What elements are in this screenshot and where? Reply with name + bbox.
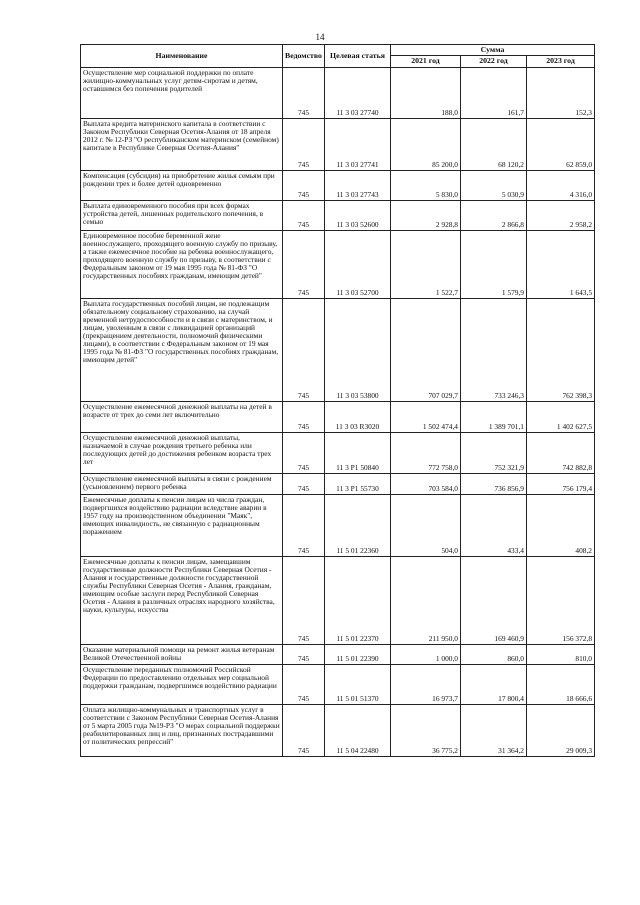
cell-dept: 745: [283, 118, 325, 170]
table-row: [81, 704, 595, 756]
table-row: [81, 200, 595, 230]
cell-2021: 16 973,7: [391, 664, 461, 704]
cell-dept: 745: [283, 67, 325, 118]
cell-2023: 156 372,8: [527, 556, 595, 644]
cell-name: Ежемесячные доплаты к пенсии лицам из числа граждан, подвергшихся воздействию радиации вследствие аварии в 1957 году на производственном объединении "Маяк", имеющих инвалидность, не связанную с радиационным поражением: [81, 494, 283, 556]
cell-article: 11 3 03 27743: [325, 170, 391, 200]
cell-2023: 1 643,5: [527, 230, 595, 298]
cell-name: Выплата единовременного пособия при всех формах устройства детей, лишенных родительского попечения, в семью: [81, 200, 283, 230]
cell-2021: 703 584,0: [391, 473, 461, 494]
table-row: [81, 170, 595, 200]
table-row: [81, 118, 595, 170]
cell-name: Оплата жилищно-коммунальных и транспортных услуг в соответствии с Законом Республики Северная Осетия-Алания от 5 марта 2005 года №19-РЗ "О мерах социальной поддержки реабилитированных лиц и лиц, признанных пострадавшими от политических репрессий": [81, 704, 283, 756]
cell-dept: 745: [283, 644, 325, 664]
cell-dept: 745: [283, 473, 325, 494]
table-row: [81, 556, 595, 644]
cell-2022: 2 866,8: [461, 200, 527, 230]
cell-2022: 752 321,9: [461, 432, 527, 473]
cell-article: 11 3 P1 50840: [325, 432, 391, 473]
cell-2021: 772 758,0: [391, 432, 461, 473]
cell-2021: 211 950,0: [391, 556, 461, 644]
cell-name: Осуществление переданных полномочий Российской Федерации по предоставлению отдельных мер социальной поддержки гражданам, подвергшимся воздействию радиации: [81, 664, 283, 704]
table-row: [81, 432, 595, 473]
cell-2023: 29 009,3: [527, 704, 595, 756]
cell-2022: 68 120,2: [461, 118, 527, 170]
cell-2023: 810,0: [527, 644, 595, 664]
cell-2023: 756 179,4: [527, 473, 595, 494]
table-header: [81, 45, 595, 68]
cell-dept: 745: [283, 494, 325, 556]
header-sum: Сумма: [391, 45, 595, 56]
budget-table: [80, 44, 595, 757]
cell-article: 11 5 01 51370: [325, 664, 391, 704]
cell-name: Осуществление ежемесячной денежной выплаты, назначаемой в случае рождения третьего ребенка или последующих детей до достижения ребенком возраста трех лет: [81, 432, 283, 473]
table-row: [81, 473, 595, 494]
cell-2021: 2 928,8: [391, 200, 461, 230]
cell-name: Оказание материальной помощи на ремонт жилья ветеранам Великой Отечественной войны: [81, 644, 283, 664]
cell-name: Единовременное пособие беременной жене военнослужащего, проходящего военную службу по призыву, а также ежемесячное пособие на ребенка военнослужащего, проходящего военную службу по призыву, в соответствии с Федеральным законом от 19 мая 1995 года № 81-ФЗ "О государственных пособиях гражданам, имеющим детей": [81, 230, 283, 298]
cell-dept: 745: [283, 200, 325, 230]
cell-name: Выплата кредита материнского капитала в соответствии с Законом Республики Северная Осетия-Алания от 18 апреля 2012 г. № 12-РЗ "О республиканском материнском (семейном) капитале в Республике Северная Осетия-Алания": [81, 118, 283, 170]
cell-2022: 161,7: [461, 67, 527, 118]
cell-2023: 18 666,6: [527, 664, 595, 704]
header-article: Целевая статья: [325, 45, 391, 68]
cell-2022: 5 030,9: [461, 170, 527, 200]
cell-dept: 745: [283, 401, 325, 432]
cell-article: 11 3 03 R3020: [325, 401, 391, 432]
cell-2022: 733 246,3: [461, 298, 527, 401]
cell-2021: 85 200,0: [391, 118, 461, 170]
cell-name: Ежемесячные доплаты к пенсии лицам, замещавшим государственные должности Республики Северная Осетия - Алания и государственные должности государственной службы Республики Северная Осетия - Алания, гражданам, имеющим особые заслуги перед Республикой Северная Осетия - Алания в различных отраслях народного хозяйства, науки, культуры, искусства: [81, 556, 283, 644]
page-number: 14: [315, 32, 325, 42]
header-name: Наименование: [81, 45, 283, 68]
cell-dept: 745: [283, 170, 325, 200]
cell-dept: 745: [283, 556, 325, 644]
cell-name: Выплата государственных пособий лицам, не подлежащим обязательному социальному страхованию, на случай временной нетрудоспособности и в связи с материнством, и лицам, уволенным в связи с ликвидацией организаций (прекращением деятельности, полномочий физическими лицами), в соответствии с Федеральным законом от 19 мая 1995 года № 81-ФЗ "О государственных пособиях гражданам, имеющим детей": [81, 298, 283, 401]
header-year-2023: 2023 год: [527, 56, 595, 67]
header-year-2021: 2021 год: [391, 56, 461, 67]
cell-article: 11 5 01 22360: [325, 494, 391, 556]
table-body: [81, 67, 595, 756]
header-year-2022: 2022 год: [461, 56, 527, 67]
cell-article: 11 3 03 27741: [325, 118, 391, 170]
table-row: [81, 401, 595, 432]
cell-2023: 4 316,0: [527, 170, 595, 200]
cell-2022: 169 460,9: [461, 556, 527, 644]
cell-article: 11 3 03 52700: [325, 230, 391, 298]
cell-2021: 504,0: [391, 494, 461, 556]
cell-name: Осуществление ежемесячной выплаты в связи с рождением (усыновлением) первого ребенка: [81, 473, 283, 494]
table-row: [81, 298, 595, 401]
cell-2023: 2 958,2: [527, 200, 595, 230]
cell-dept: 745: [283, 298, 325, 401]
cell-dept: 745: [283, 704, 325, 756]
cell-name: Осуществление ежемесячной денежной выплаты на детей в возрасте от трех до семи лет включительно: [81, 401, 283, 432]
table-row: [81, 644, 595, 664]
cell-2022: 860,0: [461, 644, 527, 664]
header-dept: Ведомство: [283, 45, 325, 68]
cell-article: 11 5 01 22370: [325, 556, 391, 644]
cell-article: 11 3 P1 55730: [325, 473, 391, 494]
cell-dept: 745: [283, 230, 325, 298]
cell-dept: 745: [283, 432, 325, 473]
cell-2022: 433,4: [461, 494, 527, 556]
cell-article: 11 3 03 27740: [325, 67, 391, 118]
cell-article: 11 3 03 52600: [325, 200, 391, 230]
cell-2022: 736 856,9: [461, 473, 527, 494]
cell-name: Осуществление мер социальной поддержки по оплате жилищно-коммунальных услуг детям-сиротам и детям, оставшимся без попечения родителей: [81, 67, 283, 118]
cell-article: 11 5 04 22480: [325, 704, 391, 756]
cell-2022: 17 800,4: [461, 664, 527, 704]
cell-2023: 1 402 627,5: [527, 401, 595, 432]
cell-2022: 1 389 701,1: [461, 401, 527, 432]
cell-2023: 408,2: [527, 494, 595, 556]
table-row: [81, 67, 595, 118]
cell-2022: 31 364,2: [461, 704, 527, 756]
cell-2023: 152,3: [527, 67, 595, 118]
cell-2021: 5 830,0: [391, 170, 461, 200]
cell-2021: 1 000,0: [391, 644, 461, 664]
cell-2023: 762 398,3: [527, 298, 595, 401]
cell-name: Компенсация (субсидия) на приобретение жилья семьям при рождении трех и более детей одновременно: [81, 170, 283, 200]
cell-2021: 1 522,7: [391, 230, 461, 298]
cell-2023: 62 859,0: [527, 118, 595, 170]
cell-2022: 1 579,9: [461, 230, 527, 298]
cell-2021: 188,0: [391, 67, 461, 118]
table-row: [81, 230, 595, 298]
cell-article: 11 3 03 53800: [325, 298, 391, 401]
table-row: [81, 494, 595, 556]
cell-2023: 742 882,8: [527, 432, 595, 473]
cell-2021: 36 775,2: [391, 704, 461, 756]
cell-2021: 707 029,7: [391, 298, 461, 401]
table-row: [81, 664, 595, 704]
cell-article: 11 5 01 22390: [325, 644, 391, 664]
cell-dept: 745: [283, 664, 325, 704]
cell-2021: 1 502 474,4: [391, 401, 461, 432]
